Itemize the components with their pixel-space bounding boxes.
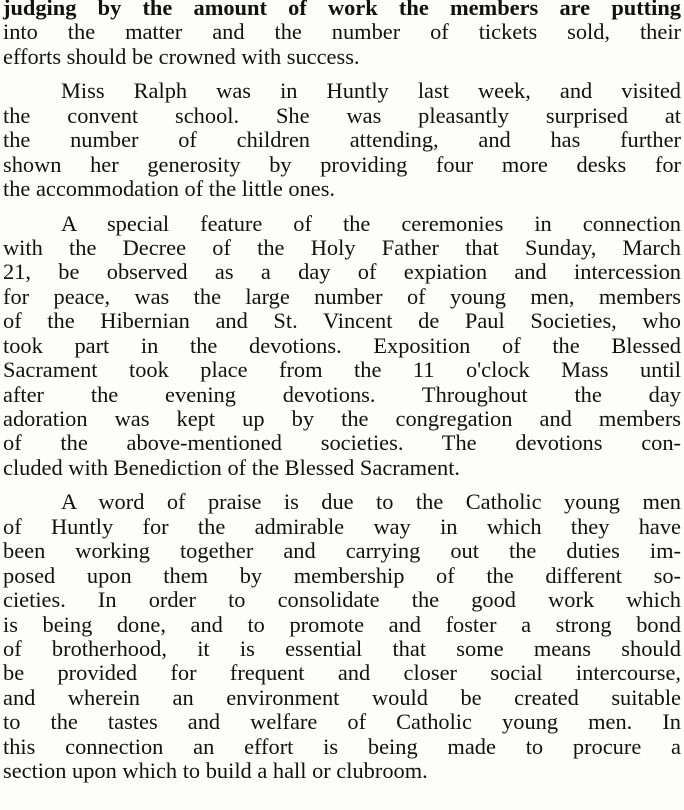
text-line: section upon which to build a hall or clubroom. (3, 758, 428, 784)
text-line: the accommodation of the little ones. (3, 176, 336, 202)
text-line: adoration was kept up by the congregation and members (3, 406, 681, 431)
text-line: the number of children attending, and has further (3, 127, 681, 153)
text-line: is being done, and to promote and foster a strong bond (3, 611, 681, 637)
text-line: A word of praise is due to the Catholic young men (61, 489, 681, 515)
text-line: been working together and carrying out the duties im- (3, 538, 681, 564)
text-line: cieties. In order to consolidate the good work which (3, 587, 681, 613)
text-line: cluded with Benediction of the Blessed Sacrament. (3, 454, 461, 480)
text-line: of Huntly for the admirable way in which they have (3, 513, 681, 539)
text-line: of the Hibernian and St. Vincent de Paul Societies, who (3, 308, 681, 334)
text-line: be provided for frequent and closer social intercourse, (3, 660, 681, 686)
text-line: A special feature of the ceremonies in connection (61, 210, 681, 236)
text-line: of brotherhood, it is essential that some means should (3, 635, 681, 661)
text-line: this connection an effort is being made to procure a (3, 733, 681, 759)
text-line: judging by the amount of work the members are putting (3, 0, 681, 20)
text-line: with the Decree of the Holy Father that Sunday, March (3, 234, 681, 260)
text-line: and wherein an environment would be created suitable (3, 684, 681, 710)
text-line: Miss Ralph was in Huntly last week, and visited (61, 78, 681, 104)
text-line: shown her generosity by providing four more desks for (3, 151, 681, 177)
text-line: efforts should be crowned with success. (3, 43, 360, 69)
paragraph-young-men (3, 490, 681, 783)
text-line: took part in the devotions. Exposition of the Blessed (3, 332, 681, 358)
text-line: Sacrament took place from the 11 o'clock Mass until (3, 357, 681, 383)
text-line: the convent school. She was pleasantly surprised at (3, 102, 681, 128)
text-line: to the tastes and welfare of Catholic young men. In (3, 709, 681, 735)
text-line: into the matter and the number of tickets sold, their (3, 19, 681, 45)
article-column (3, 0, 681, 784)
paragraph-miss-ralph (3, 79, 681, 201)
text-line: 21, be observed as a day of expiation and intercession (3, 259, 681, 285)
paragraph-tickets (3, 0, 681, 69)
text-line: of the above-mentioned societies. The devotions con- (3, 430, 681, 456)
paragraph-ceremonies (3, 212, 681, 481)
text-line: after the evening devotions. Throughout the day (3, 381, 681, 407)
text-line: for peace, was the large number of young men, members (3, 283, 681, 309)
text-line: posed upon them by membership of the different so- (3, 562, 681, 588)
